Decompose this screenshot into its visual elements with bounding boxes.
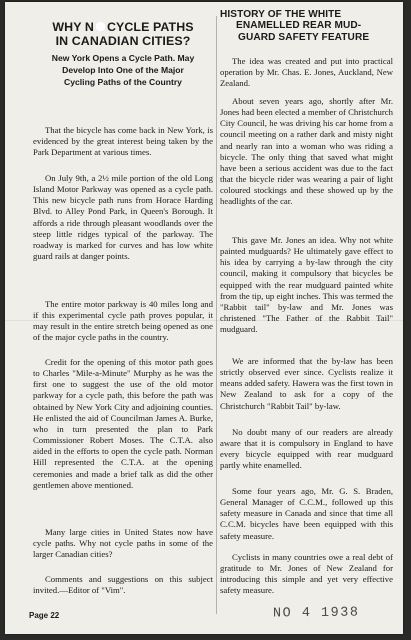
right-paragraph-5: No doubt many of our readers are already aware that it is compulsory in England to have every bicycle equipped with rear mudguard partly white enamelled.: [220, 427, 393, 471]
left-paragraph-1: That the bicycle has come back in New York, is evidenced by the great interest being taken by the Park Department at various times.: [33, 125, 213, 158]
right-headline-line1: HISTORY OF THE WHITE: [220, 9, 342, 20]
magazine-page: [5, 2, 403, 634]
left-headline-part1: WHY N: [52, 20, 94, 34]
page-number: Page 22: [29, 611, 60, 620]
left-paragraph-4: Credit for the opening of this motor path goes to Charles "Mile-a-Minute" Murphy as he was the first one to suggest the use of the old motor parkway for a cycle path, this before the path was obtained by New York City and adjoining counties. He enlisted the aid of Councilman James A. Burke, who in turn presented the plan to Park Commissioner Robert Moses. The C.T.A. also aided in the efforts to open the cycle path. Norman Hill represented the C.T.A. at the opening ceremonies and made a brief talk as did the other gentlemen above mentioned.: [33, 357, 213, 490]
right-headline-line3: GUARD SAFETY FEATURE: [238, 31, 370, 43]
left-subheading: [33, 52, 213, 88]
left-paragraph-5: Many large cities in United States now have cycle paths. Why not cycle paths in some of the larger Canadian cities?: [33, 527, 213, 560]
right-paragraph-4: We are informed that the by-law has been strictly observed ever since. Cyclists realize it means added safety. Hawera was the first town in New Zealand to ask for a copy of the Christchurch "Rabbit Tail" by-law.: [220, 356, 393, 411]
right-headline: [220, 9, 393, 43]
left-subheading-line3: Cycling Paths of the Country: [64, 77, 182, 87]
left-headline: [33, 20, 213, 48]
right-paragraph-3: This gave Mr. Jones an idea. Why not white painted mudguards? He ultimately gave effect to his idea by carrying a by-law through the city council, making it compulsory that bicycles be equipped with the rear mudguard painted white from the tip, up eight inches. This was termed the "Rabbit tail" by-law and Mr. Jones was christened "The Father of the Rabbit Tail" mudguard.: [220, 235, 393, 335]
right-paragraph-7: Cyclists in many countries owe a real debt of gratitude to Mr. Jones of New Zealand for introducing this simple and yet very effective safety measure.: [220, 552, 393, 596]
left-subheading-line2: Develop Into One of the Major: [62, 65, 184, 75]
punched-hole-icon: [95, 21, 106, 32]
left-headline-part2: CYCLE PATHS: [106, 20, 194, 34]
right-paragraph-2: About seven years ago, shortly after Mr. Jones had been elected a member of Christchurch City Council, he was driving his car home from a council meeting on a rather dark and misty night and nearly ran into a woman who was riding a bicycle. The only thing that saved what might have been a serious accident was due to the fact that the bicycle rider was wearing a pair of light coloured stockings and these showed up by the headlights of the car.: [220, 96, 393, 207]
left-paragraph-3: The entire motor parkway is 40 miles long and if this experimental cycle path proves popular, it may result in the entire stretch being opened as one of the major cycle paths in the country.: [33, 299, 213, 343]
right-headline-line2: ENAMELLED REAR MUD-: [236, 20, 362, 32]
right-paragraph-1: The idea was created and put into practical operation by Mr. Chas. E. Jones, Auckland, New Zealand.: [220, 56, 393, 89]
left-subheading-line1: New York Opens a Cycle Path. May: [51, 53, 195, 63]
date-stamp: NO 4 1938: [272, 605, 360, 622]
right-paragraph-6: Some four years ago, Mr. G. S. Braden, General Manager of C.C.M., followed up this safety measure in Canada and since that time all C.C.M. bicycles have been equipped with this safety measure.: [220, 486, 393, 541]
left-paragraph-6: Comments and suggestions on this subject invited.—Editor of "Vim".: [33, 574, 213, 596]
left-headline-line2: IN CANADIAN CITIES?: [55, 34, 191, 48]
column-divider: [216, 16, 217, 614]
left-paragraph-2: On July 9th, a 2½ mile portion of the old Long Island Motor Parkway was opened as a cycle path. This new bicycle path runs from Horace Harding Blvd. to Alley Pond Park, in Queen's Borough. It affords a ride through pleasant woodlands over the steep little ridges typical of the parkway. The roadway is marked for curves and has low white guard rails at danger points.: [33, 173, 213, 262]
